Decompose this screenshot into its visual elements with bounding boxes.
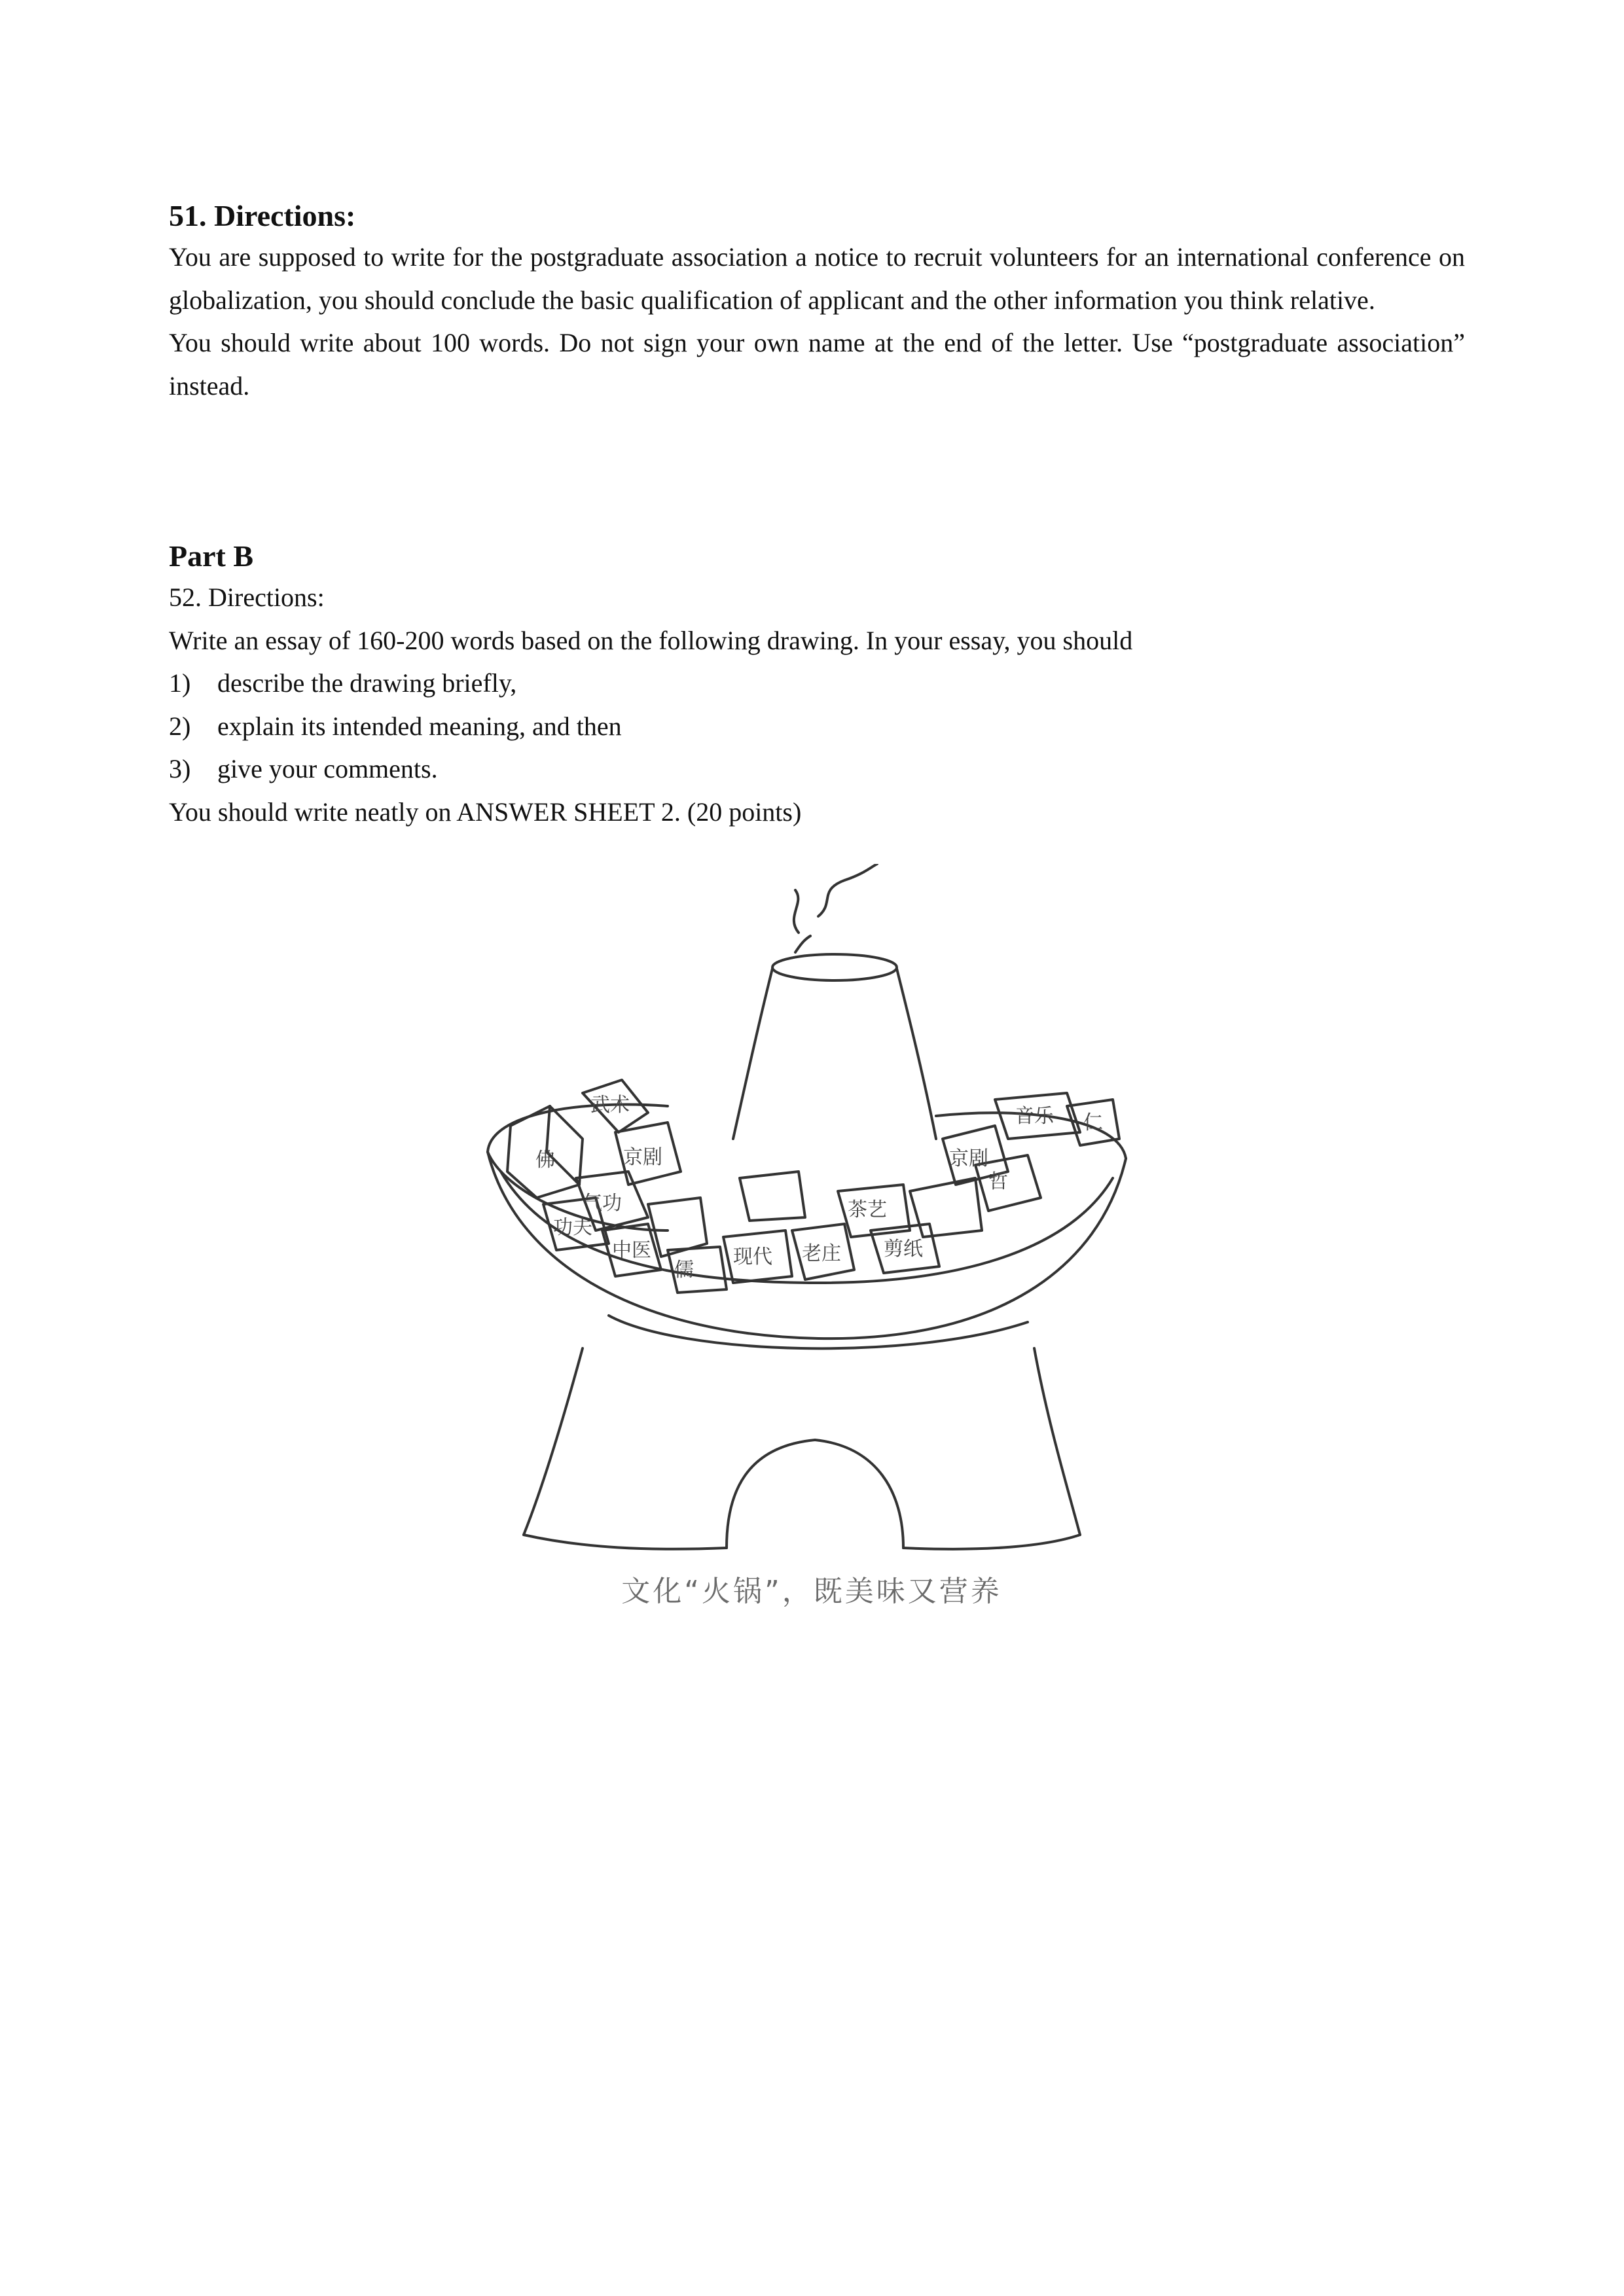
block	[740, 1172, 805, 1221]
block-label: 武术	[590, 1094, 630, 1117]
q52-directions-title: 52. Directions:	[169, 583, 325, 612]
figure-caption: 文化“火锅”，既美味又营养	[621, 1575, 1002, 1608]
part-b-section	[169, 537, 1465, 833]
stand-right	[1034, 1348, 1080, 1535]
stand-base-right	[903, 1535, 1080, 1549]
list-text: explain its intended meaning, and then	[217, 711, 622, 741]
block-label: 气功	[583, 1192, 622, 1215]
block	[910, 1178, 982, 1237]
list-number: 3)	[169, 754, 191, 783]
block-label: 哲	[988, 1170, 1008, 1193]
chimney-left	[733, 969, 772, 1139]
block-label: 中医	[612, 1239, 651, 1262]
block-labels	[535, 1094, 1103, 1282]
question-51-section	[169, 196, 1465, 407]
q52-intro: Write an essay of 160-200 words based on the following drawing. In your essay, you should	[169, 625, 1133, 655]
block-label: 茶艺	[848, 1198, 887, 1221]
list-number: 1)	[169, 668, 191, 698]
block-label: 老庄	[802, 1242, 841, 1265]
chimney-top	[772, 954, 897, 980]
block-label: 京剧	[949, 1147, 988, 1170]
answer-sheet-note: You should write neatly on ANSWER SHEET 2. (20 points)	[169, 797, 802, 827]
list-item	[169, 747, 1465, 791]
hotpot-illustration	[452, 864, 1172, 1558]
block-label: 功夫	[553, 1216, 592, 1239]
block-label: 儒	[674, 1259, 694, 1282]
block-label: 京剧	[623, 1146, 662, 1169]
part-b-heading: Part B	[169, 539, 254, 573]
block-label: 仁	[1083, 1111, 1103, 1134]
steam-line	[818, 864, 877, 916]
steam-line	[795, 936, 810, 952]
block-label: 音乐	[1015, 1105, 1054, 1128]
stand-base-left	[524, 1535, 727, 1549]
stand-arch	[727, 1440, 903, 1548]
list-item	[169, 705, 1465, 748]
list-text: give your comments.	[217, 754, 438, 783]
list-number: 2)	[169, 711, 191, 741]
q51-heading: 51. Directions:	[169, 199, 356, 232]
block-label: 现代	[733, 1246, 772, 1268]
bowl-inner-line	[501, 1172, 1113, 1283]
steam-line	[794, 890, 799, 933]
hotpot-drawing	[452, 864, 1172, 1617]
block-label: 佛	[535, 1149, 555, 1172]
block-label: 剪纸	[884, 1238, 923, 1261]
q51-paragraph-2: You should write about 100 words. Do not sign your own name at the end of the letter. Use “postgraduate association” instead.	[169, 328, 1465, 401]
list-text: describe the drawing briefly,	[217, 668, 517, 698]
chimney-right	[897, 969, 936, 1139]
list-item	[169, 662, 1465, 705]
q51-paragraph-1: You are supposed to write for the postgraduate association a notice to recruit volunteers for an international conference on globalization, you should conclude the basic qualification of applicant and the other information you think relative.	[169, 242, 1465, 315]
stand-left	[524, 1348, 583, 1535]
